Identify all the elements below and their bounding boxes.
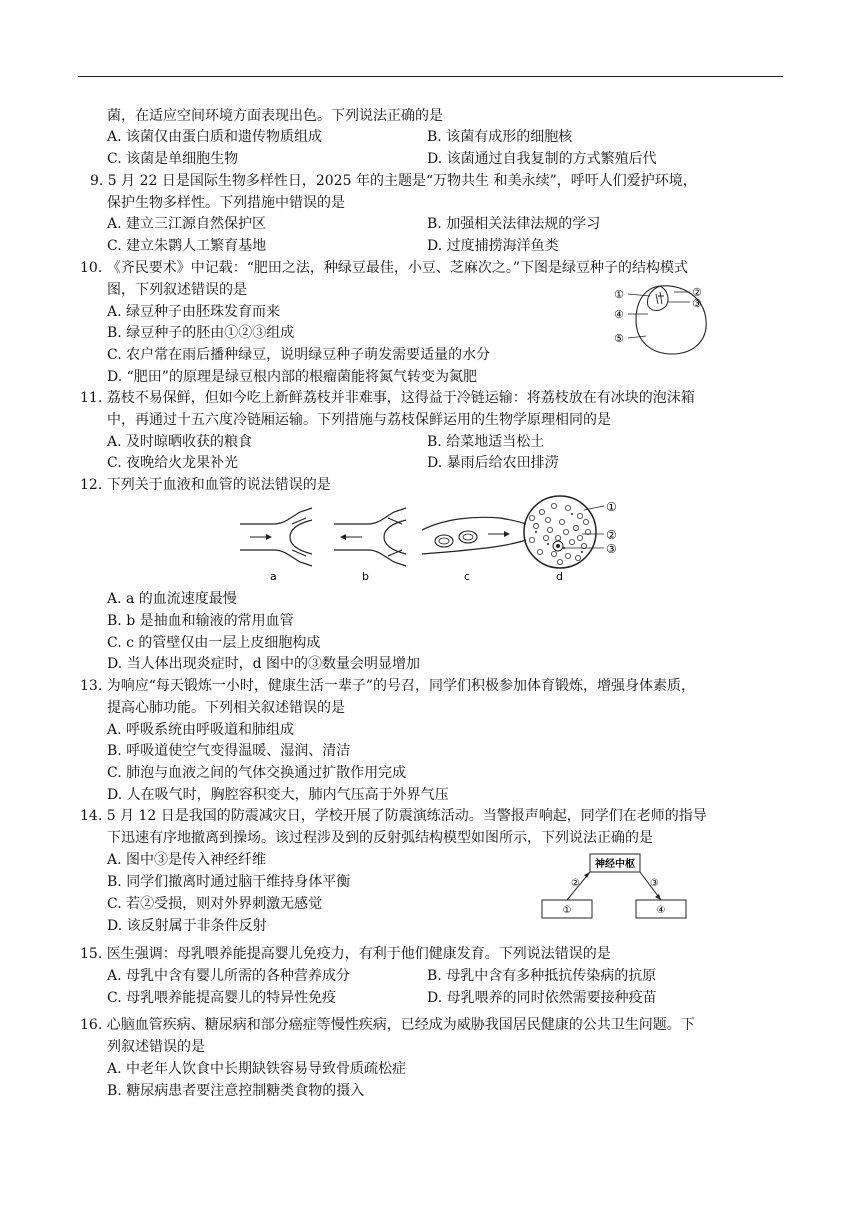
q8-option-b: B. 该菌有成形的细胞核 <box>427 129 573 145</box>
seed-label-3: ③ <box>692 297 702 310</box>
q10-stem-1: 10. 《齐民要术》中记载：“肥田之法，种绿豆最佳，小豆、芝麻次之。”下图是绿豆种子的结构模式 <box>80 260 689 276</box>
q14-option-d: D. 该反射属于非条件反射 <box>107 918 267 934</box>
efferent-label: ③ <box>650 878 659 889</box>
q13-option-c: C. 肺泡与血液之间的气体交换通过扩散作用完成 <box>107 765 407 781</box>
q12-option-b: B. b 是抽血和输液的常用血管 <box>107 613 294 629</box>
fig-label-a: a <box>270 570 277 583</box>
q10-stem-2: 图，下列叙述错误的是 <box>107 282 247 298</box>
q9-option-a: A. 建立三江源自然保护区 <box>107 216 267 232</box>
q12-option-d: D. 当人体出现炎症时，d 图中的③数量会明显增加 <box>107 656 421 672</box>
q12-option-c: C. c 的管壁仅由一层上皮细胞构成 <box>107 635 321 651</box>
q9-stem-1: 9. 5 月 22 日是国际生物多样性日，2025 年的主题是“万物共生 和美永续”，呼吁人们爱护环境， <box>90 173 697 189</box>
seed-label-1: ① <box>614 288 624 301</box>
q11-option-c: C. 夜晚给火龙果补光 <box>107 455 239 471</box>
q9-option-c: C. 建立朱鹮人工繁育基地 <box>107 238 267 254</box>
q8-option-c: C. 该菌是单细胞生物 <box>107 151 239 167</box>
fig-label-b: b <box>362 570 369 583</box>
afferent-label: ② <box>571 878 580 889</box>
q13-option-d: D. 人在吸气时，胸腔容积变大，肺内气压高于外界气压 <box>107 787 449 803</box>
reflex-arc-diagram <box>540 852 690 922</box>
q16-option-b: B. 糖尿病患者要注意控制糖类食物的摄入 <box>107 1083 365 1099</box>
q14-stem-1: 14. 5 月 12 日是我国的防震减灾日，学校开展了防震演练活动。当警报声响起，同学们在老师的指导 <box>80 808 707 824</box>
blood-vessel-diagram <box>236 494 628 586</box>
q14-option-a: A. 图中③是传入神经纤维 <box>107 852 267 868</box>
q14-option-c: C. 若②受损，则对外界刺激无感觉 <box>107 896 323 912</box>
header-rule <box>78 76 783 77</box>
q9-option-d: D. 过度捕捞海洋鱼类 <box>427 238 559 254</box>
q15-stem: 15. 医生强调：母乳喂养能提高婴儿免疫力，有利于他们健康发育。下列说法错误的是 <box>80 946 611 962</box>
seed-label-4: ④ <box>614 308 624 321</box>
q16-option-a: A. 中老年人饮食中长期缺铁容易导致骨质疏松症 <box>107 1061 407 1077</box>
vessel-b <box>334 508 406 566</box>
q13-stem-2: 提高心肺功能。下列相关叙述错误的是 <box>107 700 345 716</box>
smear-label-2: ② <box>606 528 617 542</box>
q15-option-d: D. 母乳喂养的同时依然需要接种疫苗 <box>427 990 657 1006</box>
q11-stem-1: 11. 荔枝不易保鲜，但如今吃上新鲜荔枝并非难事，这得益于冷链运输：将荔枝放在有冰块的泡沫箱 <box>80 390 695 406</box>
seed-diagram <box>606 282 716 358</box>
q10-option-a: A. 绿豆种子由胚珠发育而来 <box>107 304 281 320</box>
q8-option-d: D. 该菌通过自我复制的方式繁殖后代 <box>427 151 657 167</box>
q13-option-b: B. 呼吸道使空气变得温暖、湿润、清洁 <box>107 743 351 759</box>
q15-option-a: A. 母乳中含有婴儿所需的各种营养成分 <box>107 968 351 984</box>
q13-stem-1: 13. 为响应“每天锻炼一小时，健康生活一辈子”的号召，同学们积极参加体育锻炼，增强身体素质， <box>80 678 696 694</box>
blood-smear-d <box>524 496 604 568</box>
q16-stem-2: 列叙述错误的是 <box>107 1039 205 1055</box>
q13-option-a: A. 呼吸系统由呼吸道和肺组成 <box>107 722 295 738</box>
q11-option-d: D. 暴雨后给农田排涝 <box>427 455 559 471</box>
smear-label-1: ① <box>606 500 617 514</box>
effector-label: ④ <box>656 905 666 916</box>
neural-center-label: 神经中枢 <box>595 859 635 870</box>
q10-option-b: B. 绿豆种子的胚由①②③组成 <box>107 325 295 341</box>
q12-stem: 12. 下列关于血液和血管的说法错误的是 <box>80 477 331 493</box>
q16-stem-1: 16. 心脑血管疾病、糖尿病和部分癌症等慢性疾病，已经成为威胁我国居民健康的公共卫生问题。下 <box>80 1017 695 1033</box>
q11-option-b: B. 给菜地适当松土 <box>427 434 545 450</box>
q11-stem-2: 中，再通过十五六度冷链厢运输。下列措施与荔枝保鲜运用的生物学原理相同的是 <box>107 412 611 428</box>
vessel-c <box>422 517 526 554</box>
q10-option-d: D. “肥田”的原理是绿豆根内部的根瘤菌能将氮气转变为氮肥 <box>107 369 477 385</box>
q14-stem-2: 下迅速有序地撤离到操场。该过程涉及到的反射弧结构模型如图所示，下列说法正确的是 <box>107 830 653 846</box>
seed-label-2: ② <box>692 286 702 299</box>
q10-option-c: C. 农户常在雨后播种绿豆，说明绿豆种子萌发需要适量的水分 <box>107 347 491 363</box>
seed-label-5: ⑤ <box>614 332 624 345</box>
q9-option-b: B. 加强相关法律法规的学习 <box>427 216 601 232</box>
q15-option-b: B. 母乳中含有多种抵抗传染病的抗原 <box>427 968 657 984</box>
q8-stem: 菌，在适应空间环境方面表现出色。下列说法正确的是 <box>107 108 443 124</box>
q15-option-c: C. 母乳喂养能提高婴儿的特异性免疫 <box>107 990 337 1006</box>
vessel-a <box>240 508 312 566</box>
q9-stem-2: 保护生物多样性。下列措施中错误的是 <box>107 195 345 211</box>
q14-option-b: B. 同学们撤离时通过脑干维持身体平衡 <box>107 874 351 890</box>
q11-option-a: A. 及时晾晒收获的粮食 <box>107 434 253 450</box>
q8-option-a: A. 该菌仅由蛋白质和遗传物质组成 <box>107 129 323 145</box>
fig-label-c: c <box>464 570 471 583</box>
smear-label-3: ③ <box>606 542 617 556</box>
q12-option-a: A. a 的血流速度最慢 <box>107 591 237 607</box>
receptor-label: ① <box>562 905 572 916</box>
fig-label-d: d <box>556 570 563 583</box>
